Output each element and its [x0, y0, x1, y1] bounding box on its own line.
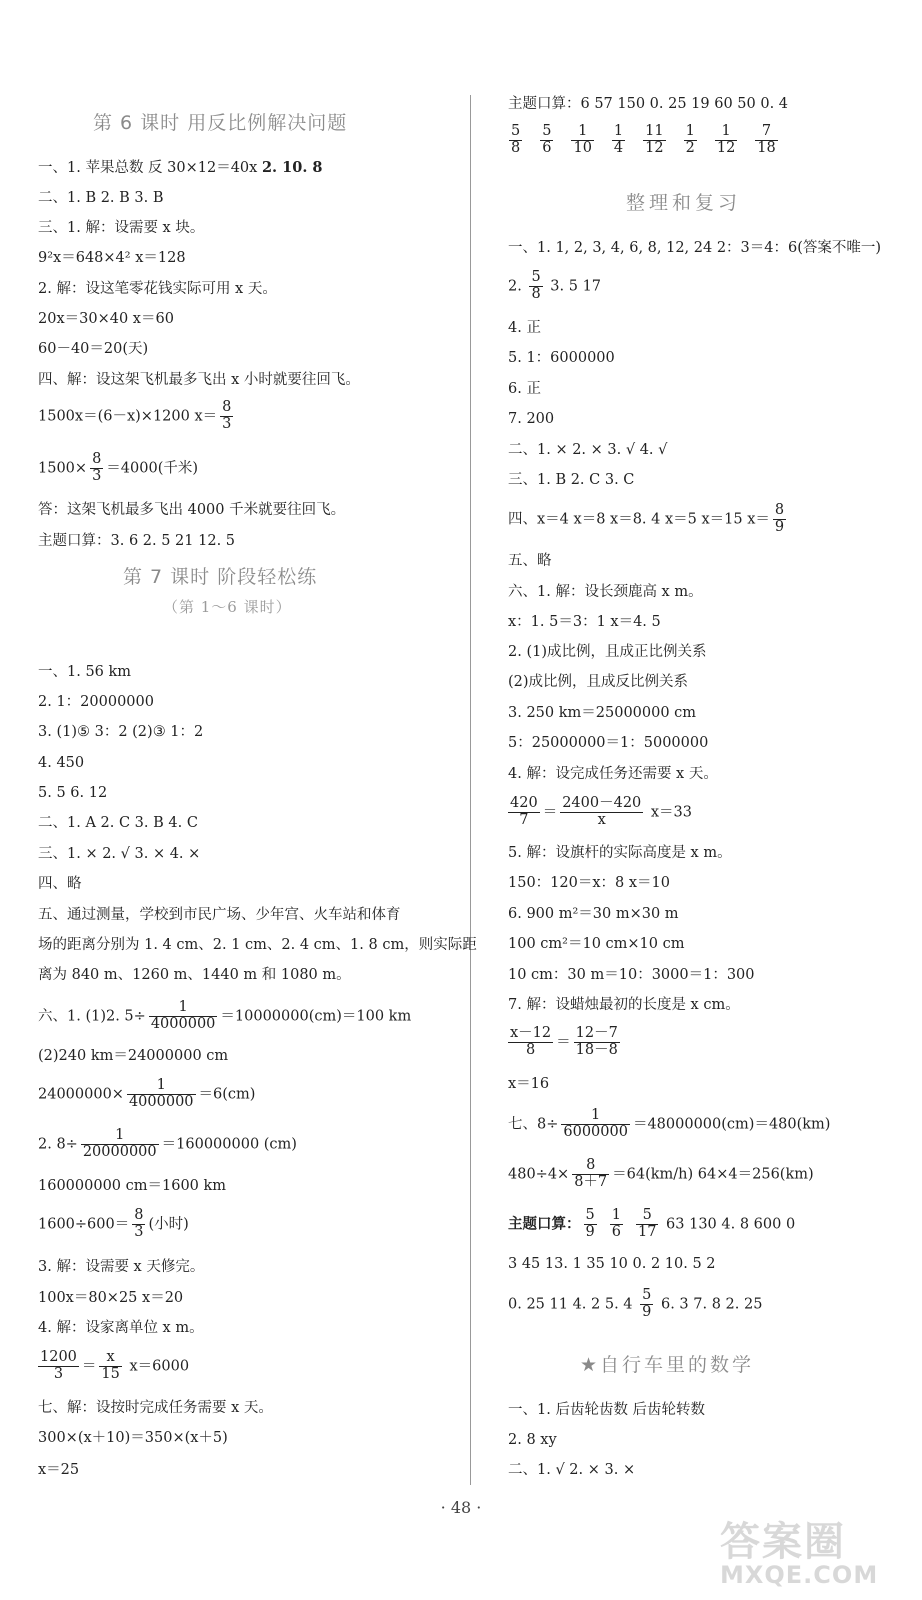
fraction	[529, 270, 542, 303]
review-heading: 整理和复习	[626, 192, 742, 214]
text-line: x＝16	[508, 1076, 550, 1092]
fraction	[640, 1288, 653, 1321]
denominator: 4000000	[128, 1093, 194, 1110]
text-line: 二、1. B 2. B 3. B	[38, 190, 164, 206]
fraction	[572, 1158, 609, 1191]
text-line: 答：这架飞机最多飞出 4000 千米就要往回飞。	[38, 502, 346, 518]
denominator: 3	[222, 415, 232, 432]
text-line: 160000000 cm＝1600 km	[38, 1178, 227, 1194]
text-span: 主题口算：	[508, 1215, 581, 1233]
text-span: 24000000×	[38, 1086, 124, 1103]
text-line	[508, 1108, 830, 1141]
numerator: 5	[585, 1207, 595, 1223]
numerator: 8	[134, 1207, 144, 1223]
text-line: x：1. 5＝3：1 x＝4. 5	[508, 614, 661, 630]
text-line: 4. 解：设完成任务还需要 x 天。	[508, 766, 718, 782]
watermark-text-top: 答案圈	[720, 1519, 846, 1565]
text-line: 3. 250 km＝25000000 cm	[508, 705, 697, 721]
numerator: 5	[542, 123, 552, 139]
text-line	[508, 1026, 623, 1059]
text-line: 四、解：设这架飞机最多飞出 x 小时就要往回飞。	[38, 372, 360, 388]
text-line	[508, 503, 789, 536]
text-line: 一、1. 1, 2, 3, 4, 6, 8, 12, 24 2：3＝4：6(答案不唯一)	[508, 240, 882, 256]
denominator: 20000000	[82, 1143, 157, 1160]
text-line: 6. 900 m²＝30 m×30 m	[508, 906, 679, 922]
denominator: x	[597, 811, 606, 828]
text-line: 20x＝30×40 x＝60	[38, 311, 174, 327]
text-line: 10 cm：30 m＝10：3000＝1：300	[508, 967, 755, 983]
numerator: 1	[561, 1108, 630, 1125]
fraction	[715, 124, 737, 157]
denominator: 6000000	[563, 1123, 628, 1140]
bicycle-math-heading: ★自行车里的数学	[580, 1354, 755, 1376]
text-span: ＝48000000(cm)＝480(km)	[632, 1116, 831, 1133]
text-span: 1500×	[38, 460, 88, 477]
text-line: 2. 1：20000000	[38, 694, 154, 710]
denominator: 12	[716, 139, 736, 156]
text-line: 7. 解：设蜡烛最初的长度是 x cm。	[508, 997, 740, 1013]
numerator: 420	[510, 795, 538, 811]
denominator: 9	[642, 1303, 652, 1320]
text-line: 六、1. 解：设长颈鹿高 x m。	[508, 584, 703, 600]
denominator: 9	[774, 518, 785, 535]
text-line: 二、1. √ 2. × 3. ×	[508, 1462, 636, 1478]
lesson-7-subheading: （第 1～6 课时）	[163, 598, 292, 616]
text-span: ＝10000000(cm)＝100 km	[220, 1008, 412, 1025]
text-span: 1600÷600＝	[38, 1216, 130, 1233]
lesson-6-heading: 第 6 课时 用反比例解决问题	[93, 112, 348, 134]
text-line: 一、1. 后齿轮齿数 后齿轮转数	[508, 1402, 706, 1418]
fraction	[643, 124, 665, 157]
denominator: 17	[637, 1223, 657, 1240]
text-span: x＝6000	[124, 1358, 190, 1375]
text-span: 63 130 4. 8 600 0	[661, 1216, 796, 1233]
text-span: 6. 3 7. 8 2. 25	[656, 1296, 763, 1313]
text-line: 150：120＝x：8 x＝10	[508, 875, 670, 891]
text-line: 2. (1)成比例，且成正比例关系	[508, 644, 707, 660]
text-span: (小时)	[148, 1216, 189, 1233]
fraction	[509, 124, 522, 157]
text-span: ＝	[81, 1358, 97, 1375]
fraction	[540, 124, 553, 157]
text-line: 5. 5 6. 12	[38, 785, 108, 801]
text-line: 100x＝80×25 x＝20	[38, 1290, 184, 1306]
denominator: 8＋7	[574, 1173, 608, 1190]
text-line: 3. 解：设需要 x 天修完。	[38, 1259, 205, 1275]
fraction	[612, 124, 625, 157]
fraction	[636, 1208, 658, 1241]
fraction	[220, 400, 233, 433]
text-line: 5. 解：设旗杆的实际高度是 x m。	[508, 845, 732, 861]
text-line	[38, 1350, 189, 1383]
numerator: 1	[685, 123, 695, 139]
fraction	[38, 1350, 79, 1383]
text-line	[508, 270, 601, 303]
text-line	[38, 452, 198, 485]
fraction	[90, 452, 103, 485]
text-line: 三、1. B 2. C 3. C	[508, 472, 635, 488]
fraction	[127, 1078, 196, 1111]
text-span: 一、1. 苹果总数 反 30×12＝40x	[38, 160, 262, 176]
denominator: 12	[645, 139, 664, 156]
text-span: 2.	[508, 278, 527, 295]
text-line: 3 45 13. 1 35 10 0. 2 10. 5 2	[508, 1256, 716, 1272]
text-line: (2)240 km＝24000000 cm	[38, 1048, 229, 1064]
text-line	[38, 1000, 411, 1033]
text-line: 主题口算：3. 6 2. 5 21 12. 5	[38, 533, 236, 549]
fraction	[508, 1026, 553, 1059]
numerator: 1	[613, 123, 624, 139]
text-span: 1500x＝(6－x)×1200 x＝	[38, 408, 218, 425]
numerator: 8	[92, 451, 102, 467]
text-line: 5：25000000＝1：5000000	[508, 735, 709, 751]
text-line: (2)成比例，且成反比例关系	[508, 674, 689, 690]
text-line: x＝25	[38, 1462, 80, 1478]
text-line: 一、1. 56 km	[38, 664, 132, 680]
text-line: 2. 8 xy	[508, 1432, 557, 1448]
text-line	[508, 796, 692, 829]
denominator: 9	[585, 1223, 595, 1240]
numerator: 8	[222, 399, 232, 415]
denominator: 3	[134, 1223, 144, 1240]
denominator: 7	[519, 811, 529, 828]
fraction-row	[500, 124, 787, 157]
numerator: 2400－420	[562, 795, 642, 811]
text-line: 二、1. × 2. × 3. √ 4. √	[508, 442, 668, 458]
denominator: 4000000	[150, 1015, 216, 1032]
text-span: ＝160000000 (cm)	[161, 1136, 297, 1153]
numerator: 1	[127, 1078, 196, 1095]
numerator: 5	[642, 1287, 652, 1303]
text-span: x＝33	[646, 804, 693, 821]
text-line: 三、1. × 2. √ 3. × 4. ×	[38, 846, 201, 862]
text-span: 四、x＝4 x＝8 x＝8. 4 x＝5 x＝15 x＝	[508, 511, 770, 528]
text-line: 100 cm²＝10 cm×10 cm	[508, 936, 685, 952]
fraction	[574, 1026, 620, 1059]
text-line	[508, 1288, 762, 1321]
numerator: 8	[572, 1158, 609, 1175]
lesson-7-heading: 第 7 课时 阶段轻松练	[123, 566, 318, 588]
numerator: 7	[755, 124, 777, 141]
text-line: 300×(x＋10)＝350×(x＋5)	[38, 1430, 228, 1446]
text-span: 0. 25 11 4. 2 5. 4	[508, 1296, 638, 1313]
denominator: 8	[511, 139, 521, 156]
text-span: ＝64(km/h) 64×4＝256(km)	[612, 1166, 814, 1183]
fraction	[99, 1350, 121, 1383]
text-span: 2. 8÷	[38, 1136, 78, 1153]
numerator: x－12	[510, 1025, 552, 1041]
numerator: 1	[571, 124, 593, 141]
watermark-logo	[720, 1510, 900, 1590]
denominator: 4	[613, 139, 624, 156]
column-divider	[470, 95, 471, 1485]
text-line	[38, 158, 323, 178]
text-line	[38, 1078, 255, 1111]
text-line: 4. 正	[508, 320, 541, 336]
numerator: 1	[611, 1207, 621, 1223]
text-line: 4. 解：设家离单位 x m。	[38, 1320, 204, 1336]
fraction	[560, 796, 643, 829]
fraction	[773, 503, 786, 536]
fraction	[684, 124, 697, 157]
numerator: 8	[774, 502, 785, 518]
text-line: 主题口算：6 57 150 0. 25 19 60 50 0. 4	[508, 96, 789, 112]
numerator: 5	[511, 123, 521, 139]
text-line: 二、1. A 2. C 3. B 4. C	[38, 815, 198, 831]
text-line: 4. 450	[38, 755, 85, 771]
page-number: · 48 ·	[440, 1498, 482, 1517]
denominator: 3	[92, 467, 102, 484]
text-span: ＝6(cm)	[198, 1086, 256, 1103]
text-line: 2. 解：设这笔零花钱实际可用 x 天。	[38, 281, 277, 297]
text-line: 60－40＝20(天)	[38, 341, 149, 357]
text-span: 2. 10. 8	[261, 159, 323, 176]
text-line	[508, 1158, 814, 1191]
denominator: 3	[53, 1365, 64, 1382]
numerator: 5	[531, 269, 541, 285]
text-line: 5. 1：6000000	[508, 350, 615, 366]
text-line: 五、略	[508, 553, 552, 569]
fraction	[81, 1128, 159, 1161]
text-span: ＝	[542, 804, 558, 821]
denominator: 6	[611, 1223, 621, 1240]
fraction	[755, 124, 777, 157]
denominator: 8	[531, 285, 541, 302]
text-span: ＝4000(千米)	[106, 460, 199, 477]
text-line	[38, 400, 236, 433]
text-line	[38, 1208, 189, 1241]
denominator: 6	[542, 139, 552, 156]
fraction	[149, 1000, 218, 1033]
numerator: 12－7	[575, 1025, 618, 1041]
text-line: 场的距离分别为 1. 4 cm、2. 1 cm、2. 4 cm、1. 8 cm，则实际距	[38, 937, 477, 953]
text-span: 480÷4×	[508, 1166, 570, 1183]
denominator: 18－8	[575, 1041, 618, 1058]
fraction	[610, 1208, 623, 1241]
text-line	[508, 1208, 795, 1241]
text-span: 七、8÷	[508, 1116, 559, 1133]
fraction	[508, 796, 540, 829]
numerator: x	[99, 1350, 121, 1367]
text-line: 三、1. 解：设需要 x 块。	[38, 220, 205, 236]
numerator: 1	[715, 124, 737, 141]
text-line: 七、解：设按时完成任务需要 x 天。	[38, 1400, 273, 1416]
text-line: 6. 正	[508, 381, 541, 397]
denominator: 18	[757, 139, 776, 156]
text-span: 六、1. (1)2. 5÷	[38, 1008, 146, 1025]
denominator: 10	[573, 139, 592, 156]
fraction	[571, 124, 593, 157]
text-line: 四、略	[38, 876, 82, 892]
text-line: 7. 200	[508, 411, 555, 427]
text-line: 9²x＝648×4² x＝128	[38, 250, 186, 266]
denominator: 2	[685, 139, 695, 156]
numerator: 1	[81, 1128, 159, 1145]
fraction	[132, 1208, 145, 1241]
text-span: ＝	[556, 1034, 571, 1051]
denominator: 8	[525, 1041, 536, 1058]
numerator: 1200	[40, 1349, 77, 1365]
numerator: 5	[636, 1208, 658, 1225]
denominator: 15	[101, 1365, 120, 1382]
text-line: 离为 840 m、1260 m、1440 m 和 1080 m。	[38, 967, 351, 983]
text-line: 3. (1)⑤ 3：2 (2)③ 1：2	[38, 724, 204, 740]
numerator: 11	[645, 123, 664, 139]
watermark-text-bottom: MXQE.COM	[720, 1561, 879, 1589]
text-span: 3. 5 17	[545, 278, 602, 295]
fraction	[561, 1108, 630, 1141]
text-line: 五、通过测量，学校到市民广场、少年宫、火车站和体育	[38, 907, 401, 923]
text-line	[38, 1128, 297, 1161]
fraction	[584, 1208, 597, 1241]
numerator: 1	[149, 1000, 218, 1017]
